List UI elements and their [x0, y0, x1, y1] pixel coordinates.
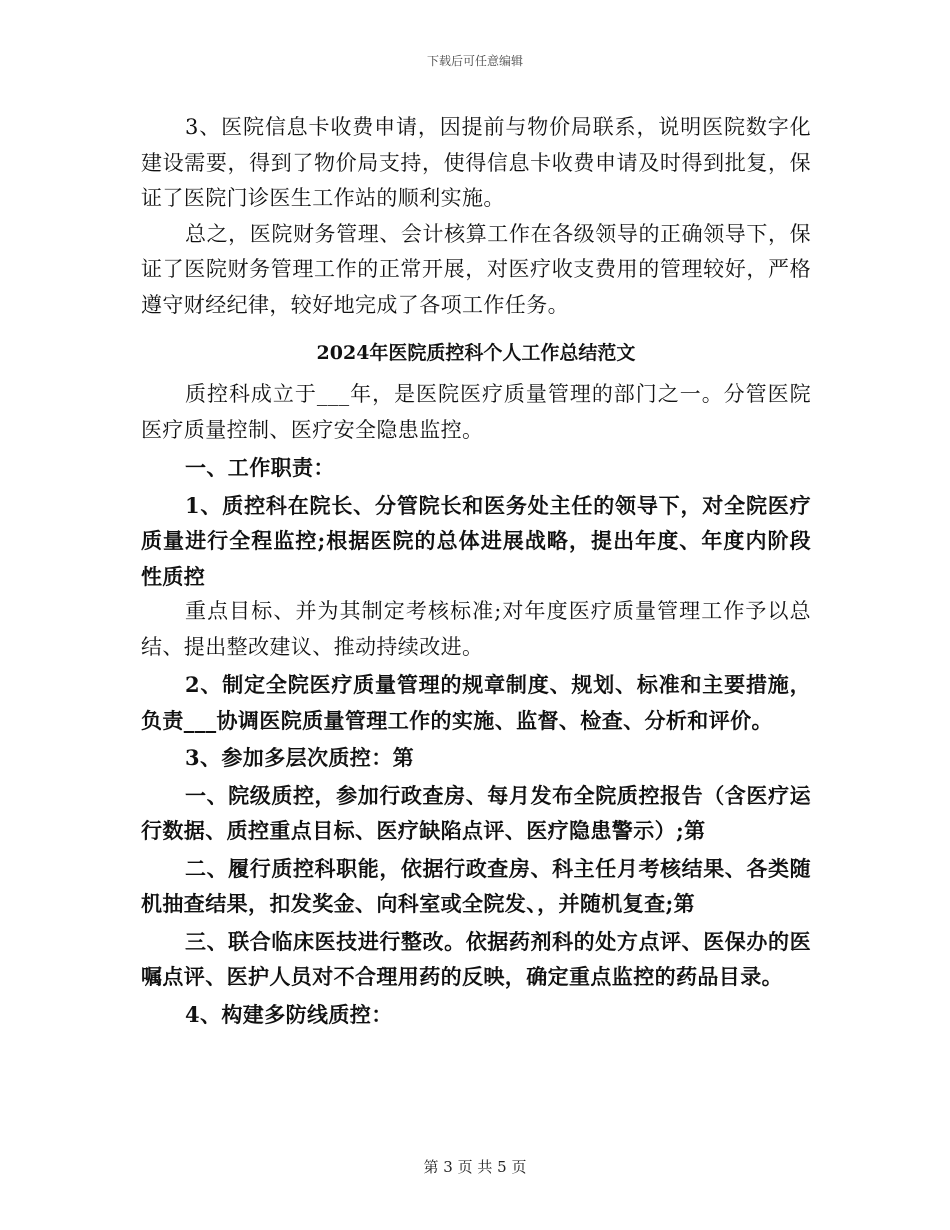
document-body [141, 110, 811, 1032]
heading-duties: 一、工作职责： [185, 455, 335, 480]
paragraph-duty-1: 1、质控科在院长、分管院长和医务处主任的领导下，对全院医疗质量进行全程监控;根据医院的总体进展战略，提出年度、年度内阶段性质控 [141, 492, 811, 589]
paragraph-info-card-fee: 3、医院信息卡收费申请，因提前与物价局联系，说明医院数字化建设需要，得到了物价局支持，使得信息卡收费申请及时得到批复，保证了医院门诊医生工作站的顺利实施。 [141, 115, 811, 210]
page-header: 下载后可任意编辑 [426, 54, 523, 68]
paragraph-duty-3: 3、参加多层次质控：第 [185, 745, 415, 770]
paragraph-intro: 质控科成立于___年，是医院医疗质量管理的部门之一。分管医院医疗质量控制、医疗安全隐患监控。 [141, 382, 811, 442]
paragraph-duty-2: 2、制定全院医疗质量管理的规章制度、规划、标准和主要措施，负责___协调医院质量管理工作的实施、监督、检查、分析和评价。 [141, 672, 811, 733]
paragraph-level-2: 二、履行质控科职能，依据行政查房、科主任月考核结果、各类随机抽查结果，扣发奖金、向科室或全院发、，并随机复查;第 [141, 855, 811, 916]
page-footer: 第 3 页 共 5 页 [423, 1158, 527, 1176]
paragraph-duty-4: 4、构建多防线质控： [185, 1001, 393, 1027]
paragraph-level-1: 一、院级质控，参加行政查房、每月发布全院质控报告（含医疗运行数据、质控重点目标、医疗缺陷点评、医疗隐患警示）;第 [141, 782, 811, 843]
section-title: 2024年医院质控科个人工作总结范文 [316, 342, 636, 364]
paragraph-duty-1-cont: 重点目标、并为其制定考核标准;对年度医疗质量管理工作予以总结、提出整改建议、推动持续改进。 [141, 599, 811, 659]
paragraph-level-3: 三、联合临床医技进行整改。依据药剂科的处方点评、医保办的医嘱点评、医护人员对不合理用药的反映，确定重点监控的药品目录。 [141, 928, 811, 989]
paragraph-summary: 总之，医院财务管理、会计核算工作在各级领导的正确领导下，保证了医院财务管理工作的正常开展，对医疗收支费用的管理较好，严格遵守财经纪律，较好地完成了各项工作任务。 [141, 221, 811, 317]
